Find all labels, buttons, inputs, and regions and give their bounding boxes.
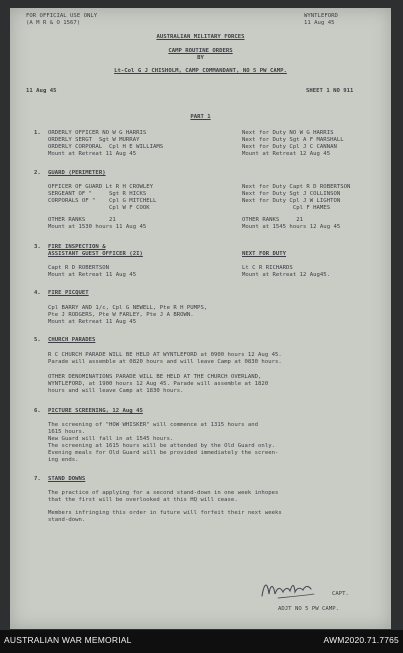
s2-next-line: Next for Duty Capt R D ROBERTSON xyxy=(242,184,351,190)
s2-line: OTHER RANKS 21 xyxy=(48,217,116,223)
s6-line: ing ends. xyxy=(48,457,79,463)
form-reference: (A M R & O 1567) xyxy=(26,20,81,26)
s1-line: ORDERLY OFFICER NO W G HARRIS xyxy=(48,130,147,136)
s7-line: Members infringing this order in future will forfeit their next weeks xyxy=(48,510,282,516)
archive-footer xyxy=(0,630,403,653)
signatory-rank: CAPT. xyxy=(332,591,349,597)
s5-line: hours and will leave Camp at 1830 hours. xyxy=(48,388,184,394)
s2-line: OFFICER OF GUARD Lt R H CROWLEY xyxy=(48,184,154,190)
s1-line: Mount at Retreat 11 Aug 45 xyxy=(48,151,137,157)
order-date: 11 Aug 45 xyxy=(26,88,57,94)
s4-line: Mount at Retreat 11 Aug 45 xyxy=(48,319,137,325)
location-label: WYNTLEFORD xyxy=(304,13,338,19)
s3-next-line: Lt C R RICHARDS xyxy=(242,265,293,271)
s6-line: New Guard will fall in at 1545 hours. xyxy=(48,436,174,442)
s7-line: stand-down. xyxy=(48,517,86,523)
s7-line: that the first will be overlooked at this HQ will cease. xyxy=(48,497,238,503)
s1-next-line: Mount at Retreat 12 Aug 45 xyxy=(242,151,331,157)
s4-line: Cpl BARRY AND 1/c, Cpl G NEWELL, Pte R H PUMPS, xyxy=(48,305,208,311)
classification-label: FOR OFFICIAL USE ONLY xyxy=(26,13,98,19)
s5-line: OTHER DENOMINATIONS PARADE WILL BE HELD AT THE CHURCH OVERLAND, xyxy=(48,374,262,380)
s1-next-line: Next for Duty Cpl J C CANNAN xyxy=(242,144,337,150)
section-number: 4. xyxy=(34,290,41,296)
section-number: 1. xyxy=(34,130,41,136)
s6-line: 1615 hours. xyxy=(48,429,86,435)
section-heading: ASSISTANT GUEST OFFICER (2I) xyxy=(48,251,143,257)
s6-line: The screening at 1615 hours will be attended by the Old Guard only. xyxy=(48,443,275,449)
issuing-officer: Lt-Col G J CHISHOLM, CAMP COMMANDANT, NO 5 PW CAMP. xyxy=(114,68,287,74)
s6-line: The screening of "HOW WHISKER" will commence at 1315 hours and xyxy=(48,422,259,428)
handwritten-signature xyxy=(258,576,328,602)
s3-line: Capt R D ROBERTSON xyxy=(48,265,109,271)
s2-next-line: Next for Duty Sgt J COLLINSON xyxy=(242,191,341,197)
next-for-duty-heading: NEXT FOR DUTY xyxy=(242,251,287,257)
s2-line: SERGEANT OF " Sgt R HICKS xyxy=(48,191,147,197)
s2-line: CORPORALS OF " Cpl G MITCHELL xyxy=(48,198,157,204)
s5-line: Parade will assemble at 0820 hours and will leave Camp at 0830 hours. xyxy=(48,359,282,365)
section-heading: FIRE PICQUET xyxy=(48,290,89,296)
section-heading: FIRE INSPECTION & xyxy=(48,244,106,250)
s3-line: Mount at Retreat 11 Aug 45 xyxy=(48,272,137,278)
document-authority: AUSTRALIAN MILITARY FORCES xyxy=(156,34,245,40)
s2-line: Cpl W F COOK xyxy=(48,205,150,211)
s2-next-line: Next for Duty Cpl J W LIGHTON xyxy=(242,198,341,204)
header-date: 11 Aug 45 xyxy=(304,20,335,26)
section-number: 6. xyxy=(34,408,41,414)
s6-line: Evening meals for Old Guard will be provided immediately the screen- xyxy=(48,450,279,456)
s1-line: ORDERLY CORPORAL Cpl H E WILLIAMS xyxy=(48,144,164,150)
section-heading: PICTURE SCREENING, 12 Aug 45 xyxy=(48,408,143,414)
section-number: 3. xyxy=(34,244,41,250)
s2-next-line: OTHER RANKS 21 xyxy=(242,217,303,223)
document-title: CAMP ROUTINE ORDERS xyxy=(168,48,233,54)
s5-line: WYNTLEFORD, at 1900 hours 12 Aug 45. Parade will assemble at 1820 xyxy=(48,381,269,387)
s2-next-line: Cpl F HAMES xyxy=(242,205,331,211)
s2-line: Mount at 1530 hours 11 Aug 45 xyxy=(48,224,147,230)
title-by: BY xyxy=(197,55,204,61)
s1-next-line: Next for Duty NO W G HARRIS xyxy=(242,130,334,136)
archive-name: AUSTRALIAN WAR MEMORIAL xyxy=(4,635,132,645)
section-heading: STAND DOWNS xyxy=(48,476,86,482)
part-label: PART 1 xyxy=(190,114,211,120)
sheet-number: SHEET 1 NO 911 xyxy=(306,88,354,94)
s2-next-line: Mount at 1545 hours 12 Aug 45 xyxy=(242,224,341,230)
s4-line: Pte J RODGERS, Pte W FARLEY, Pte J A BROWN. xyxy=(48,312,194,318)
document-page xyxy=(10,8,391,629)
s1-line: ORDERLY SERGT Sgt W MURRAY xyxy=(48,137,140,143)
section-number: 5. xyxy=(34,337,41,343)
section-number: 2. xyxy=(34,170,41,176)
archive-reference: AWM2020.71.7765 xyxy=(323,635,399,645)
section-number: 7. xyxy=(34,476,41,482)
s5-line: R C CHURCH PARADE WILL BE HELD AT WYNTLEFORD at 0900 hours 12 Aug 45. xyxy=(48,352,282,358)
signatory-unit: ADJT NO 5 PW CAMP. xyxy=(278,606,339,612)
section-heading: GUARD (PERIMETER) xyxy=(48,170,106,176)
s3-next-line: Mount at Retreat 12 Aug45. xyxy=(242,272,331,278)
s7-line: The practice of applying for a second stand-down in one week inhopes xyxy=(48,490,279,496)
s1-next-line: Next for Duty Sgt A F MARSHALL xyxy=(242,137,344,143)
section-heading: CHURCH PARADES xyxy=(48,337,96,343)
